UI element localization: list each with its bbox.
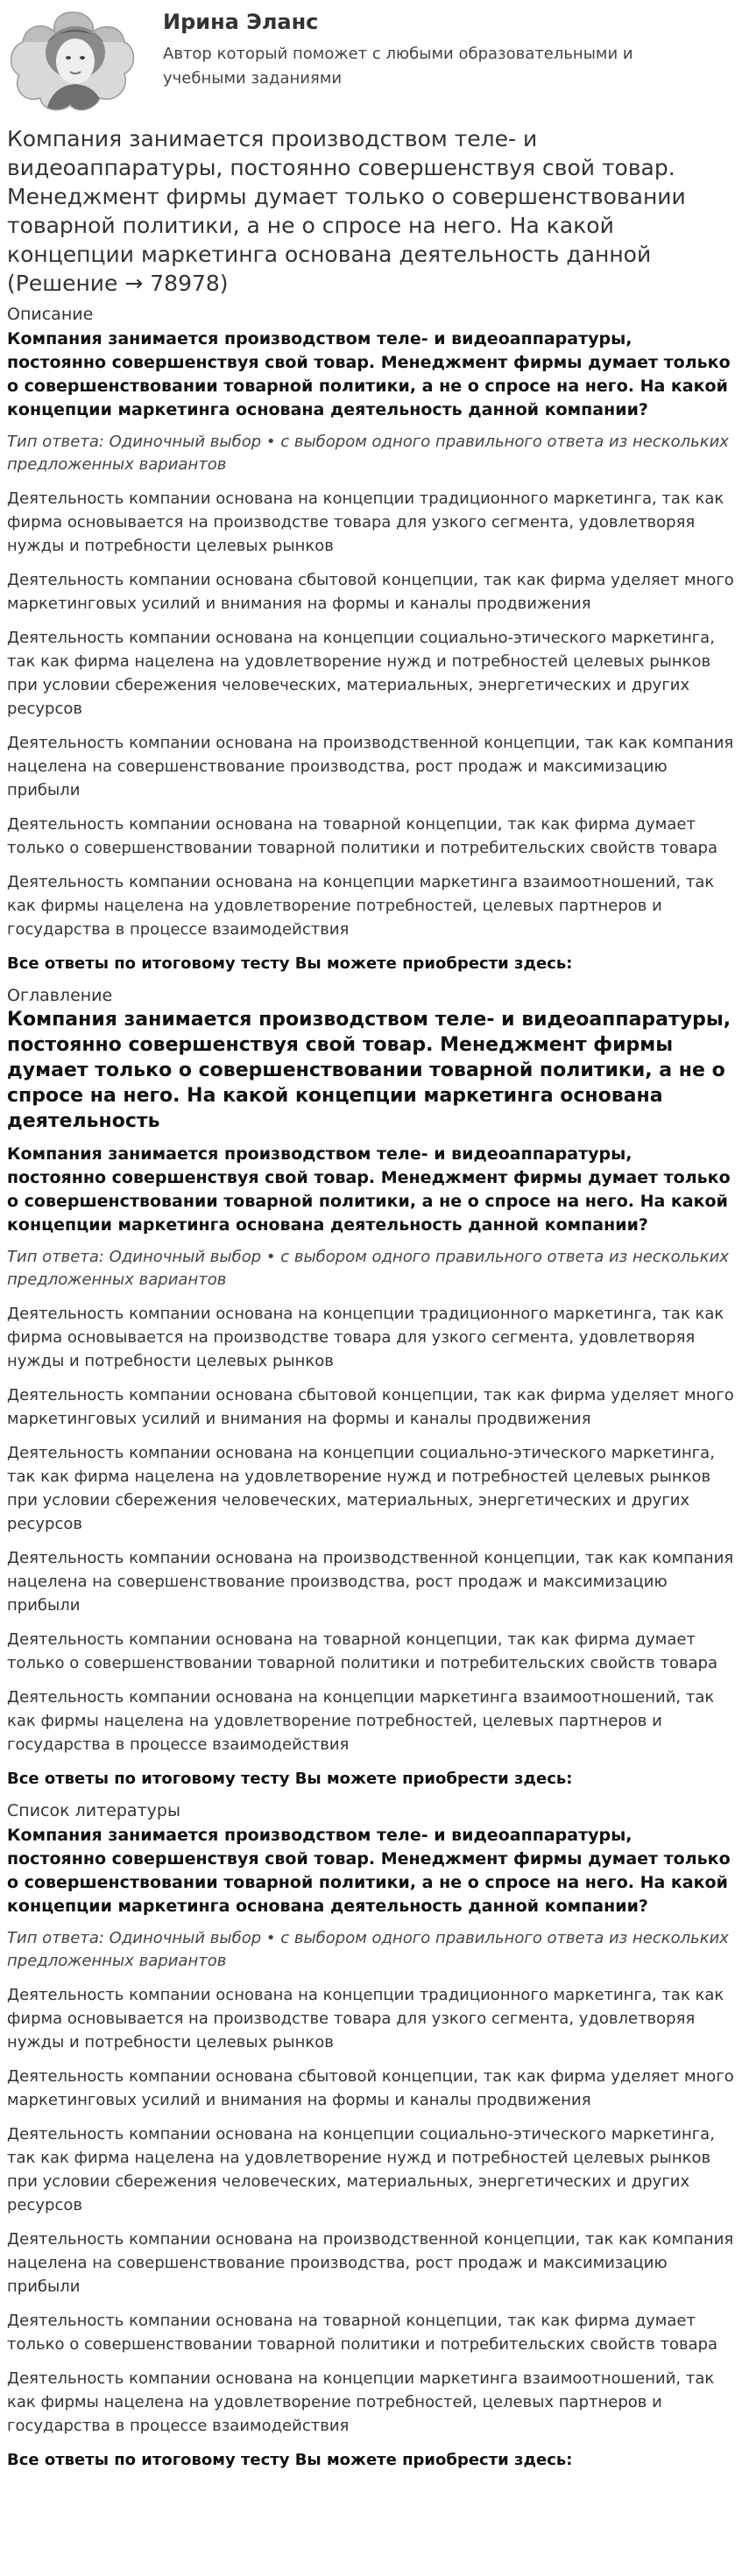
buy-answers-text: Все ответы по итоговому тесту Вы можете приобрести здесь:	[7, 1770, 573, 1788]
answer-type	[7, 1246, 735, 1292]
page-title: Компания занимается производством теле- и видеоаппаратуры, постоянно совершенствуя свой товар. Менеджмент фирмы думает только о совершенствовании товарной политики, а не о спросе на него. На какой концепции маркетинга основана деятельность данной (Решение → 78978)	[7, 126, 686, 296]
answer-option: Деятельность компании основана на товарной концепции, так как фирма думает только о совершенствовании товарной политики и потребительских свойств товара	[7, 1630, 718, 1672]
avatar[interactable]	[7, 7, 138, 114]
section-label: Оглавление	[7, 986, 113, 1005]
answer-type-label: Тип ответа:	[7, 1929, 104, 1947]
answer-option: Деятельность компании основана на товарной концепции, так как фирма думает только о совершенствовании товарной политики и потребительских свойств товара	[7, 2312, 718, 2354]
question-text: Компания занимается производством теле- и видеоаппаратуры, постоянно совершенствуя свой товар. Менеджмент фирмы думает только о совершенствовании товарной политики, а не о спросе на него. На какой концепции маркетинга основана деятельность данной компании?	[7, 329, 731, 419]
answer-option: Деятельность компании основана на концепции традиционного маркетинга, так как фирма основывается на производстве товара для узкого сегмента, удовлетворяя нужды и потребности целевых рынков	[7, 1305, 724, 1370]
author-card	[7, 0, 735, 114]
section-description	[7, 303, 735, 975]
answer-type	[7, 1927, 735, 1973]
answer-option: Деятельность компании основана сбытовой концепции, так как фирма уделяет много маркетинговых усилий и внимания на формы и каналы продвижения	[7, 1386, 734, 1428]
avatar-image	[7, 7, 138, 114]
question-text: Компания занимается производством теле- и видеоаппаратуры, постоянно совершенствуя свой товар. Менеджмент фирмы думает только о совершенствовании товарной политики, а не о спросе на него. На какой концепции маркетинга основана деятельность данной компании?	[7, 1826, 731, 1916]
section-label: Описание	[7, 305, 94, 324]
answer-option: Деятельность компании основана сбытовой концепции, так как фирма уделяет много маркетинговых усилий и внимания на формы и каналы продвижения	[7, 571, 734, 613]
answer-option: Деятельность компании основана сбытовой концепции, так как фирма уделяет много маркетинговых усилий и внимания на формы и каналы продвижения	[7, 2067, 734, 2109]
answer-type-value: Одиночный выбор • с выбором одного правильного ответа из нескольких предложенных вариантов	[7, 433, 729, 474]
answer-type	[7, 431, 735, 476]
answer-type-label: Тип ответа:	[7, 1248, 104, 1266]
buy-answers-text: Все ответы по итоговому тесту Вы можете приобрести здесь:	[7, 954, 573, 973]
contents-heading: Компания занимается производством теле- и видеоаппаратуры, постоянно совершенствуя свой товар. Менеджмент фирмы думает только о совершенствовании товарной политики, а не о спросе на него. На какой концепции маркетинга основана деятельность	[7, 1009, 731, 1132]
answer-type-value: Одиночный выбор • с выбором одного правильного ответа из нескольких предложенных вариантов	[7, 1929, 729, 1970]
answer-option: Деятельность компании основана на производственной концепции, так как компания нацелена на совершенствование производства, рост продаж и максимизацию прибыли	[7, 734, 734, 799]
answer-type-value: Одиночный выбор • с выбором одного правильного ответа из нескольких предложенных вариантов	[7, 1248, 729, 1289]
answer-option: Деятельность компании основана на концепции традиционного маркетинга, так как фирма основывается на производстве товара для узкого сегмента, удовлетворяя нужды и потребности целевых рынков	[7, 489, 724, 555]
section-contents	[7, 984, 735, 1791]
author-description: Автор который поможет с любыми образовательными и учебными заданиями	[163, 45, 633, 88]
answer-option: Деятельность компании основана на производственной концепции, так как компания нацелена на совершенствование производства, рост продаж и максимизацию прибыли	[7, 1549, 734, 1615]
author-name[interactable]: Ирина Эланс	[163, 10, 319, 34]
section-label: Список литературы	[7, 1801, 180, 1820]
answer-option: Деятельность компании основана на производственной концепции, так как компания нацелена на совершенствование производства, рост продаж и максимизацию прибыли	[7, 2230, 734, 2296]
question-text: Компания занимается производством теле- и видеоаппаратуры, постоянно совершенствуя свой товар. Менеджмент фирмы думает только о совершенствовании товарной политики, а не о спросе на него. На какой концепции маркетинга основана деятельность данной компании?	[7, 1144, 731, 1235]
answer-option: Деятельность компании основана на концепции маркетинга взаимоотношений, так как фирмы нацелена на удовлетворение потребностей, целевых партнеров и государства в процессе взаимодействия	[7, 1688, 715, 1754]
answer-option: Деятельность компании основана на товарной концепции, так как фирма думает только о совершенствовании товарной политики и потребительских свойств товара	[7, 815, 718, 857]
answer-option: Деятельность компании основана на концепции маркетинга взаимоотношений, так как фирмы нацелена на удовлетворение потребностей, целевых партнеров и государства в процессе взаимодействия	[7, 873, 715, 939]
answer-option: Деятельность компании основана на концепции социально-этического маркетинга, так как фирма нацелена на удовлетворение нужд и потребностей целевых рынков при условии сбережения человеческих, материальных, энергетических и других ресурсов	[7, 1444, 715, 1533]
answer-option: Деятельность компании основана на концепции социально-этического маркетинга, так как фирма нацелена на удовлетворение нужд и потребностей целевых рынков при условии сбережения человеческих, материальных, энергетических и других ресурсов	[7, 629, 715, 718]
buy-answers-text: Все ответы по итоговому тесту Вы можете приобрести здесь:	[7, 2451, 573, 2469]
author-info	[163, 7, 689, 91]
answer-option: Деятельность компании основана на концепции маркетинга взаимоотношений, так как фирмы нацелена на удовлетворение потребностей, целевых партнеров и государства в процессе взаимодействия	[7, 2369, 715, 2435]
answer-option: Деятельность компании основана на концепции традиционного маркетинга, так как фирма основывается на производстве товара для узкого сегмента, удовлетворяя нужды и потребности целевых рынков	[7, 1986, 724, 2052]
answer-type-label: Тип ответа:	[7, 433, 104, 451]
section-references	[7, 1799, 735, 2472]
answer-option: Деятельность компании основана на концепции социально-этического маркетинга, так как фирма нацелена на удовлетворение нужд и потребностей целевых рынков при условии сбережения человеческих, материальных, энергетических и других ресурсов	[7, 2125, 715, 2214]
